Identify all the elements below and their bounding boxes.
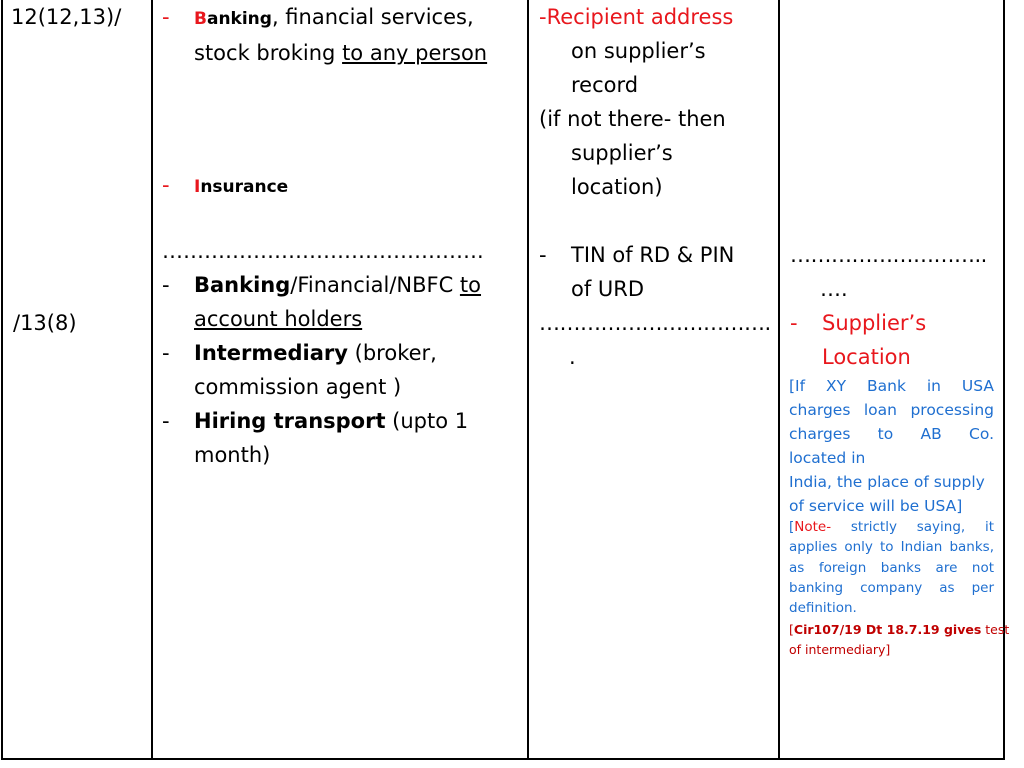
list-item-text (822, 306, 926, 374)
circular-note (789, 620, 1010, 659)
example-line: of service will be USA] (789, 497, 963, 515)
banking2-line2: account holders (194, 307, 363, 331)
recipient-line1: -Recipient address (539, 5, 734, 29)
note-open: [ (789, 519, 795, 535)
separator-dots: ………………………………………. (162, 239, 484, 263)
intermediary-bold: Intermediary (194, 341, 348, 365)
circular-line (789, 620, 1010, 640)
banking-rest: anking (206, 9, 272, 29)
bullet-dash: - (162, 273, 170, 297)
note-line: banking company as per (789, 579, 994, 596)
list-item-text (194, 0, 487, 70)
services-cell (152, 0, 528, 759)
table-row (2, 0, 1004, 759)
list-item-text (194, 336, 437, 404)
example-line: charges loan processing (789, 401, 994, 419)
note-line (789, 517, 994, 537)
place-of-supply-cell (528, 0, 779, 759)
bullet-dash: - (539, 243, 547, 267)
note-line: as foreign banks are not (789, 559, 994, 576)
example-line: [If XY Bank in USA (789, 377, 994, 395)
note-label: Note- (794, 519, 832, 535)
circular-line: of intermediary] (789, 641, 891, 657)
note-line1-rest: strictly saying, it (831, 519, 994, 535)
supplier-location-cell (779, 0, 1010, 759)
banking2-bold: Banking (194, 273, 291, 297)
separator-dots: ……………………………. (539, 311, 771, 335)
content-table (1, 0, 1010, 760)
note-line: definition. (789, 600, 857, 617)
supplier-line1: Supplier’s (822, 311, 927, 335)
insurance-rest: nsurance (200, 177, 289, 197)
intermediary-rest: (broker, (347, 341, 437, 365)
banking-after: , financial services, (271, 5, 474, 29)
hiring-line2: month) (194, 443, 271, 467)
separator-dot: . (569, 345, 576, 369)
example-note (789, 374, 994, 518)
strict-note (789, 517, 994, 618)
banking2-to: to (459, 273, 482, 297)
list-item-text (571, 238, 734, 306)
section-ref-top: 12(12,13)/ (11, 5, 122, 29)
bullet-dash: - (162, 341, 170, 365)
supplier-line2: Location (822, 345, 911, 369)
insurance-initial: I (194, 177, 201, 197)
section-ref-bottom: /13(8) (13, 311, 77, 335)
cir-bold: Cir107/19 Dt 18.7.19 gives (793, 622, 982, 637)
example-line: India, the place of supply (789, 473, 985, 491)
tin-line2: of URD (571, 277, 645, 301)
bullet-dash: - (790, 311, 798, 335)
note-line: applies only to Indian banks, (789, 539, 994, 556)
ifnot-line3: location) (571, 175, 663, 199)
example-line: located in (789, 449, 866, 467)
ifnot-line2: supplier’s (571, 141, 673, 165)
section-ref-cell (2, 0, 152, 759)
separator-dots: ……………………….. (790, 243, 987, 267)
cir-rest: test (981, 622, 1010, 637)
recipient-line2: on supplier’s (571, 39, 706, 63)
example-line: charges to AB Co. (789, 425, 994, 443)
banking-line2-underlined: to any person (342, 41, 488, 65)
bullet-dash: - (162, 173, 170, 197)
list-item-text (194, 404, 468, 472)
ifnot-line1: (if not there- then (539, 107, 726, 131)
intermediary-line2: commission agent ) (194, 375, 402, 399)
banking-initial: B (194, 9, 207, 29)
recipient-line3: record (571, 73, 639, 97)
banking-line2-prefix: stock broking (194, 41, 343, 65)
tin-line1: TIN of RD & PIN (571, 243, 735, 267)
cir-open: [ (789, 622, 794, 637)
banking2-rest: /Financial/NBFC (290, 273, 460, 297)
hiring-bold: Hiring transport (194, 409, 386, 433)
bullet-dash: - (162, 409, 170, 433)
bullet-dash: - (162, 5, 170, 29)
separator-dots-tail: …. (820, 277, 848, 301)
list-item-text (194, 268, 481, 336)
hiring-rest: (upto 1 (385, 409, 469, 433)
list-item-text (194, 168, 288, 204)
